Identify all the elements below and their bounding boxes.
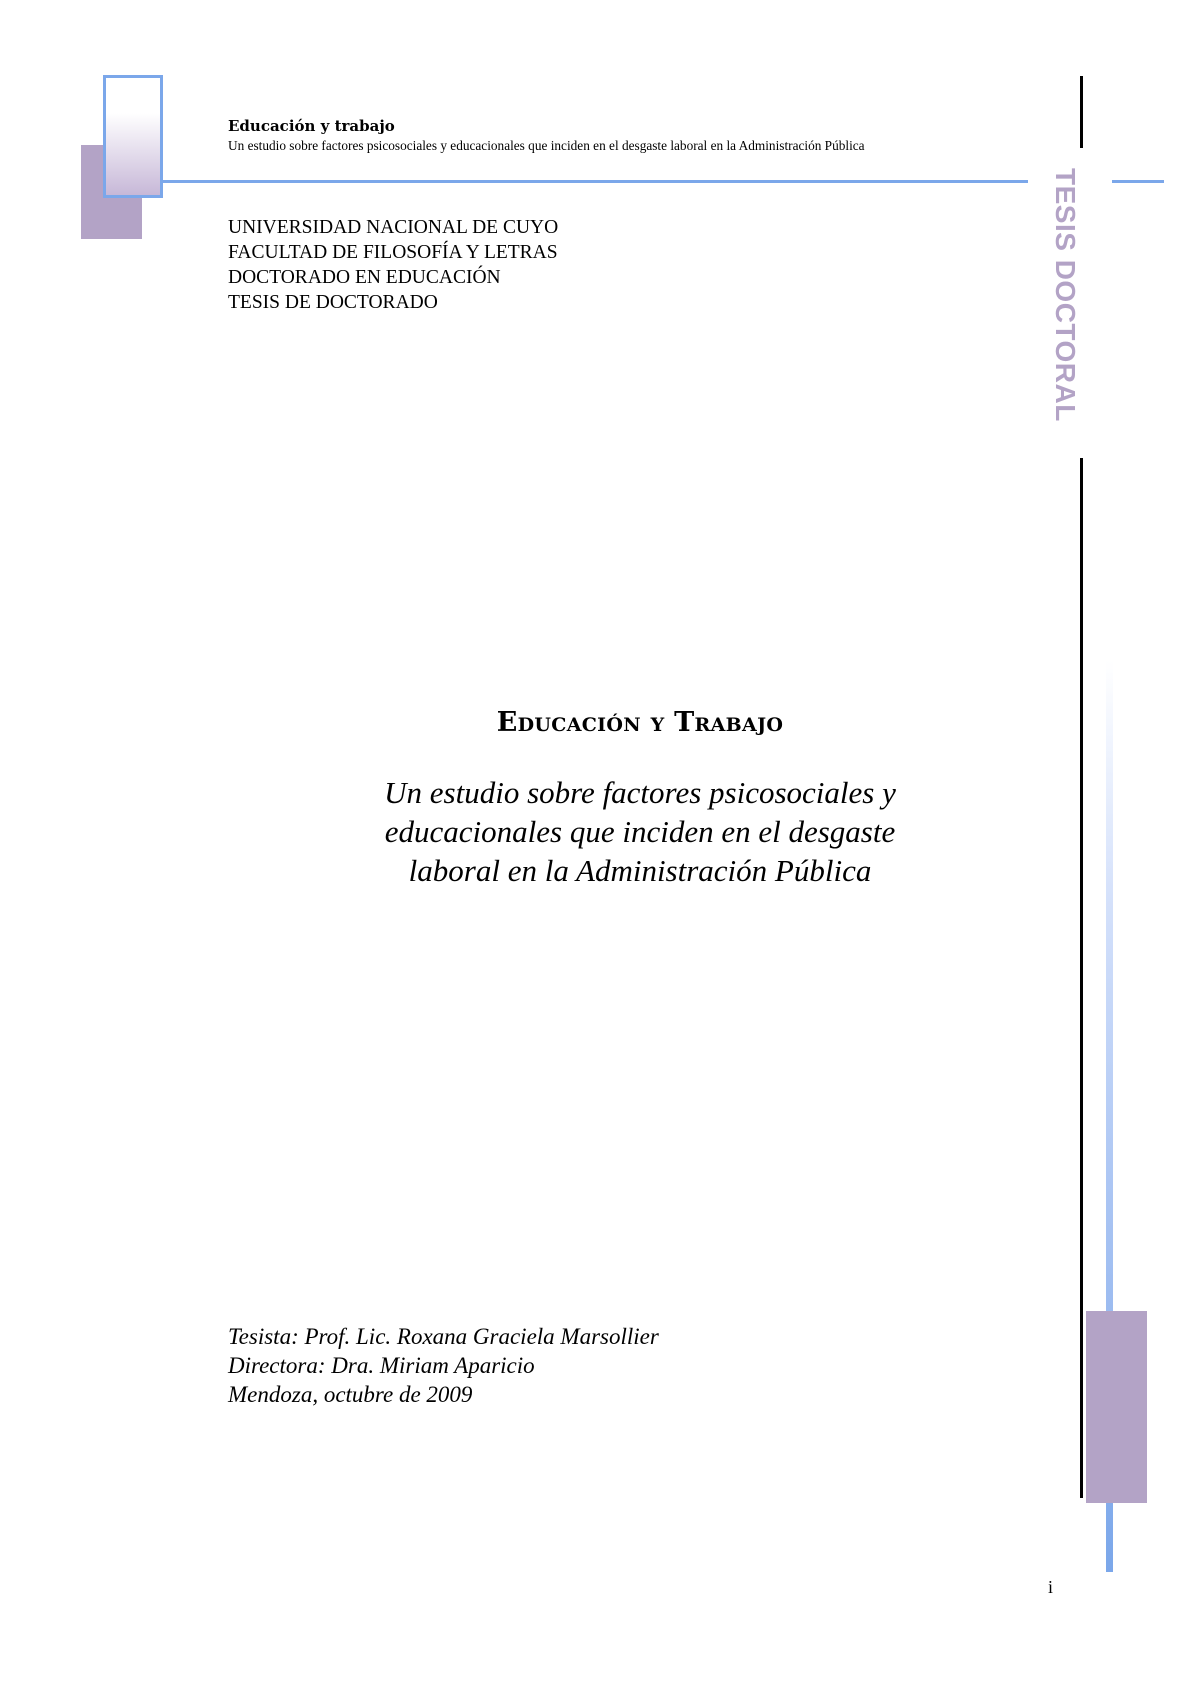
credit-director: Directora: Dra. Miriam Aparicio [228,1353,535,1378]
document-title: Educación y Trabajo [496,707,784,738]
credit-author: Tesista: Prof. Lic. Roxana Graciela Marsollier [228,1324,659,1349]
institution-line: TESIS DE DOCTORADO [228,292,438,313]
document-subtitle [290,773,990,890]
institution-line: FACULTAD DE FILOSOFÍA Y LETRAS [228,242,558,263]
header-rule-right [1112,180,1164,183]
side-label [1052,168,1110,438]
institution-line: UNIVERSIDAD NACIONAL DE CUYO [228,217,559,238]
institution-line: DOCTORADO EN EDUCACIÓN [228,267,501,288]
running-header-title: Educación y trabajo [228,117,395,135]
vertical-rule-top [1080,76,1083,148]
decorative-purple-block-right [1086,1311,1147,1503]
page-number: i [1048,1577,1054,1597]
institution-block [228,215,558,315]
subtitle-line: laboral en la Administración Pública [408,853,872,888]
subtitle-line: Un estudio sobre factores psicosociales y [384,775,896,810]
side-label-text: TESIS DOCTORAL [1050,168,1081,422]
decorative-frame [103,75,163,198]
running-header-subtitle: Un estudio sobre factores psicosociales y educacionales que inciden en el desgaste laboral en la Administración Pública [228,138,865,153]
credits-block [228,1322,659,1409]
vertical-rule-main [1080,458,1083,1498]
credit-place-date: Mendoza, octubre de 2009 [228,1382,473,1407]
header-rule [163,180,1028,183]
subtitle-line: educacionales que inciden en el desgaste [384,814,896,849]
